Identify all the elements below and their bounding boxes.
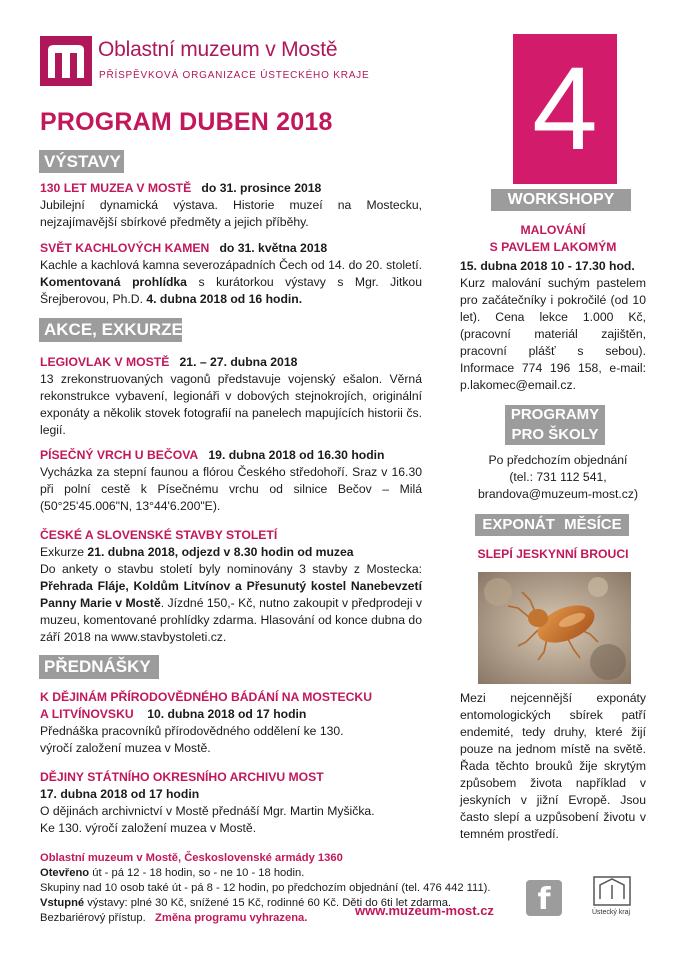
beetle-photo: [478, 572, 631, 684]
museum-logo: [40, 36, 92, 86]
lecture-title: A LITVÍNOVSKU: [40, 707, 134, 721]
page-title: PROGRAM DUBEN 2018: [40, 108, 333, 136]
event-title: SVĚT KACHLOVÝCH KAMEN: [40, 241, 210, 255]
school-programs-info: [458, 452, 658, 503]
event-130-let: [40, 180, 422, 231]
footer-entry-label: Vstupné: [40, 897, 85, 909]
workshop-date: 15. dubna 2018 10 - 17.30 hod.: [460, 259, 635, 273]
footer-open-label: Otevřeno: [40, 867, 90, 879]
event-text: Do ankety o stavbu století byly nominovány 3 stavby z Mostecka:: [40, 562, 422, 576]
footer-barrier: Bezbariérový přístup.: [40, 912, 146, 924]
exhibit-title: SLEPÍ JESKYNNÍ BROUCI: [477, 547, 629, 561]
workshop-text: Kurz malování suchým pastelem pro začátečníky i pokročilé (od 10 let). Cena lekce 1.000 Kč, (pracovní materiál zajištěn, pracovní plášť s sebou). Informace 774 196 158, e-mail: p.lakomec@email.cz.: [460, 276, 646, 392]
section-header-programy: PROGRAMY PRO ŠKOLY: [505, 405, 605, 445]
event-text: Jubilejní dynamická výstava. Historie muzeí na Mostecku, nejzajímavější sbírkové předměty a jejich příběhy.: [40, 198, 422, 229]
section-header-vystavy: VÝSTAVY: [39, 150, 124, 173]
footer-groups: Skupiny nad 10 osob také út - pá 8 - 12 hodin, po předchozím objednání (tel. 476 442 111).: [40, 882, 491, 894]
footer-entry-text: výstavy: plné 30 Kč, snížené 15 Kč, rodinné 60 Kč. Děti do 6ti let zdarma.: [87, 897, 452, 909]
event-text: Vycházka za stepní faunou a flórou Českého středohoří. Sraz v 16.30 při polní cestě k Písečnému vrchu od silnice Bečov – Milá (50°25'45.006"N, 13°44'6.200"E).: [40, 465, 422, 513]
school-info-line: (tel.: 731 112 541,: [509, 470, 607, 484]
lecture-text: Ke 130. výročí založení muzea v Mostě.: [40, 821, 257, 835]
event-date: 19. dubna 2018 od 16.30 hodin: [208, 448, 385, 462]
workshop-title-line: S PAVLEM LAKOMÝM: [489, 240, 617, 254]
event-text: . Jízdné 150,- Kč, nutno zakoupit v předprodeji v muzeu, komentované prohlídky zdarma. Hlasování od konce dubna do září 2018 na www.stavbystoleti.cz.: [40, 596, 422, 644]
footer-open-text: út - pá 12 - 18 hodin, so - ne 10 - 18 hodin.: [92, 867, 305, 879]
lecture-title: K DĚJINÁM PŘÍRODOVĚDNÉHO BÁDÁNÍ NA MOSTECKU: [40, 690, 373, 704]
org-name: Oblastní muzeum v Mostě: [98, 38, 338, 61]
workshop-title: [460, 222, 646, 256]
org-subtitle: PŘÍSPĚVKOVÁ ORGANIZACE ÚSTECKÉHO KRAJE: [99, 70, 370, 81]
lecture-title: DĚJINY STÁTNÍHO OKRESNÍHO ARCHIVU MOST: [40, 770, 324, 784]
event-date: do 31. května 2018: [219, 241, 328, 255]
section-header-akce: AKCE, EXKURZE: [39, 318, 182, 342]
event-text: Kachle a kachlová kamna severozápadních Čech od 14. do 20. století.: [40, 258, 422, 272]
event-title: LEGIOVLAK V MOSTĚ: [40, 355, 170, 369]
lecture-archiv-most: [40, 769, 460, 837]
school-info-line: Po předchozím objednání: [488, 453, 628, 467]
section-header-exponat: EXPONÁT MĚSÍCE: [475, 514, 629, 536]
event-text-bold: 4. dubna 2018 od 16 hodin.: [146, 292, 303, 306]
event-text: Exkurze: [40, 545, 85, 559]
event-legiovlak: [40, 354, 422, 439]
lecture-text: O dějinách archivnictví v Mostě přednáší Mgr. Martin Myšička.: [40, 804, 375, 818]
month-number: 4: [532, 43, 598, 175]
website-link[interactable]: www.muzeum-most.cz: [355, 903, 494, 918]
lecture-date: 17. dubna 2018 od 17 hodin: [40, 787, 200, 801]
event-text-bold: Komentovaná prohlídka: [40, 275, 187, 289]
event-date: 21. dubna 2018, odjezd v 8.30 hodin od muzea: [87, 545, 354, 559]
event-title: PÍSEČNÝ VRCH U BEČOVA: [40, 448, 199, 462]
event-date: do 31. prosince 2018: [201, 181, 322, 195]
event-date: 21. – 27. dubna 2018: [179, 355, 298, 369]
lecture-date: 10. dubna 2018 od 17 hodin: [147, 707, 307, 721]
event-text: 13 zrekonstruovaných vagonů představuje vojenský ešalon. Věrná rekonstrukce vybavení, legionáři v dobových stejnokrojích, originální exponáty a několik stovek fotografií na panelech mapujících historii čs. legií.: [40, 372, 422, 437]
footer-change: Změna programu vyhrazena.: [155, 912, 308, 924]
event-title: 130 LET MUZEA V MOSTĚ: [40, 181, 192, 195]
exhibit-text: Mezi nejcennější exponáty entomologických sbírek patří endemité, tedy druhy, které žijí pouze na jednom místě na světě. Řada těchto brouků žije skrytým způsobem života například v jeskyních v jižní Evropě. Jsou často slepí a uzpůsobení životu v temném prostředí.: [460, 691, 646, 841]
workshop-title-line: MALOVÁNÍ: [520, 223, 586, 237]
event-kachlova-kamna: [40, 240, 422, 308]
facebook-icon[interactable]: f: [526, 880, 562, 916]
ustecky-kraj-label: Ústecký kraj: [591, 909, 631, 916]
school-info-line: brandova@muzeum-most.cz): [477, 487, 639, 501]
lecture-prirodovedne-badani: [40, 689, 460, 757]
event-text: s kurátorkou výstavy s Mgr. Jitkou Šrejberovou, Ph.D.: [40, 275, 422, 306]
section-header-prednasky: PŘEDNÁŠKY: [39, 655, 159, 679]
lecture-text: výročí založení muzea v Mostě.: [40, 741, 211, 755]
event-pisecny-vrch: [40, 447, 422, 515]
event-title: ČESKÉ A SLOVENSKÉ STAVBY STOLETÍ: [40, 528, 278, 542]
lecture-text: Přednáška pracovníků přírodovědného oddělení ke 130.: [40, 724, 344, 738]
event-text-bold: Přehrada Fláje, Koldům Litvínov a Přesunutý kostel Nanebevzetí Panny Marie v Mostě: [40, 579, 422, 610]
section-header-workshopy: WORKSHOPY: [491, 189, 631, 211]
event-stavby-stoleti: [40, 527, 422, 646]
footer-address: Oblastní muzeum v Mostě, Československé armády 1360: [40, 852, 343, 864]
